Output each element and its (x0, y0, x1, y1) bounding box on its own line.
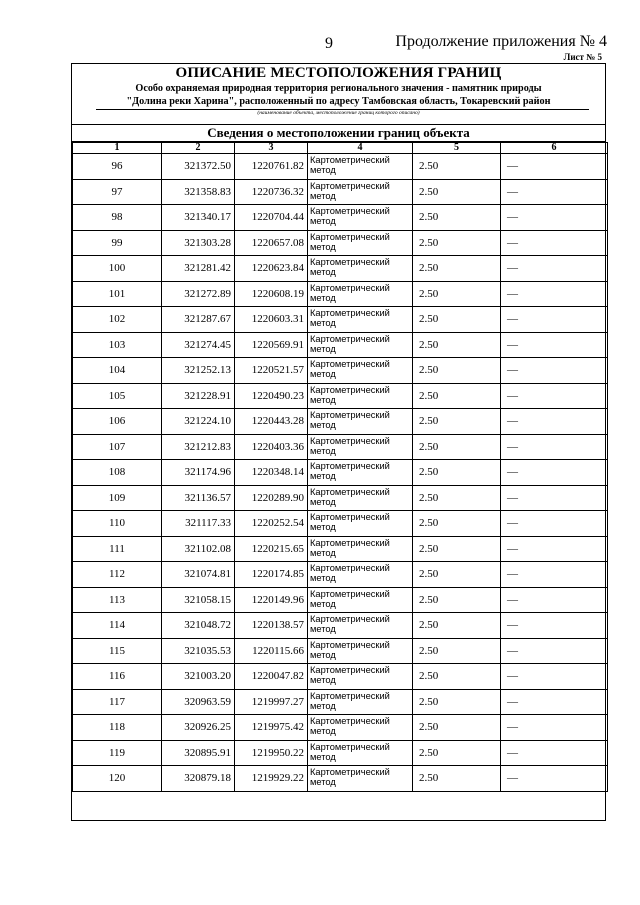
table-row (73, 383, 608, 409)
appendix-label: Продолжение приложения № 4 (395, 33, 607, 50)
description-cell: — (501, 562, 608, 588)
coord-y-cell: 1219997.27 (235, 689, 308, 715)
description-cell: — (501, 485, 608, 511)
description-cell: — (501, 256, 608, 282)
precision-cell: 2.50 (413, 715, 501, 741)
method-cell: Картометрический метод (308, 511, 413, 537)
coord-y-cell: 1220403.36 (235, 434, 308, 460)
coord-x-cell: 321274.45 (162, 332, 235, 358)
column-header: 1 (73, 143, 162, 154)
coord-x-cell: 321303.28 (162, 230, 235, 256)
method-cell: Картометрический метод (308, 230, 413, 256)
table-row (73, 613, 608, 639)
coord-y-cell: 1220623.84 (235, 256, 308, 282)
coord-y-cell: 1220174.85 (235, 562, 308, 588)
table-row (73, 715, 608, 741)
description-cell: — (501, 587, 608, 613)
coord-y-cell: 1220138.57 (235, 613, 308, 639)
description-cell: — (501, 664, 608, 690)
method-cell: Картометрический метод (308, 740, 413, 766)
coord-x-cell: 321058.15 (162, 587, 235, 613)
precision-cell: 2.50 (413, 281, 501, 307)
point-number-cell: 104 (73, 358, 162, 384)
method-cell: Картометрический метод (308, 332, 413, 358)
point-number-cell: 109 (73, 485, 162, 511)
coord-x-cell: 320963.59 (162, 689, 235, 715)
table-row (73, 511, 608, 537)
description-cell: — (501, 154, 608, 180)
coord-x-cell: 320926.25 (162, 715, 235, 741)
point-number-cell: 120 (73, 766, 162, 792)
method-cell: Картометрический метод (308, 179, 413, 205)
point-number-cell: 115 (73, 638, 162, 664)
method-cell: Картометрический метод (308, 256, 413, 282)
description-cell: — (501, 358, 608, 384)
method-cell: Картометрический метод (308, 307, 413, 333)
description-cell: — (501, 511, 608, 537)
description-cell: — (501, 766, 608, 792)
precision-cell: 2.50 (413, 460, 501, 486)
description-cell: — (501, 383, 608, 409)
description-cell: — (501, 536, 608, 562)
table-row (73, 740, 608, 766)
precision-cell: 2.50 (413, 536, 501, 562)
point-number-cell: 99 (73, 230, 162, 256)
method-cell: Картометрический метод (308, 587, 413, 613)
method-cell: Картометрический метод (308, 358, 413, 384)
coord-x-cell: 321035.53 (162, 638, 235, 664)
method-cell: Картометрический метод (308, 409, 413, 435)
point-number-cell: 108 (73, 460, 162, 486)
coord-y-cell: 1220657.08 (235, 230, 308, 256)
precision-cell: 2.50 (413, 434, 501, 460)
precision-cell: 2.50 (413, 638, 501, 664)
table-row (73, 460, 608, 486)
object-subtitle-line1: Особо охраняемая природная территория регионального значения - памятник природы (135, 83, 542, 94)
coord-y-cell: 1220569.91 (235, 332, 308, 358)
page-number: 9 (325, 35, 333, 52)
precision-cell: 2.50 (413, 613, 501, 639)
table-row (73, 256, 608, 282)
coord-y-cell: 1220149.96 (235, 587, 308, 613)
precision-cell: 2.50 (413, 358, 501, 384)
document-title: ОПИСАНИЕ МЕСТОПОЛОЖЕНИЯ ГРАНИЦ (175, 65, 502, 81)
table-row (73, 689, 608, 715)
table-row (73, 179, 608, 205)
point-number-cell: 103 (73, 332, 162, 358)
method-cell: Картометрический метод (308, 664, 413, 690)
table-row (73, 230, 608, 256)
precision-cell: 2.50 (413, 485, 501, 511)
table-row (73, 766, 608, 792)
coord-x-cell: 321224.10 (162, 409, 235, 435)
precision-cell: 2.50 (413, 256, 501, 282)
point-number-cell: 101 (73, 281, 162, 307)
precision-cell: 2.50 (413, 332, 501, 358)
coord-x-cell: 321372.50 (162, 154, 235, 180)
table-row (73, 562, 608, 588)
coord-y-cell: 1220348.14 (235, 460, 308, 486)
coord-x-cell: 320879.18 (162, 766, 235, 792)
column-header: 4 (308, 143, 413, 154)
method-cell: Картометрический метод (308, 715, 413, 741)
column-header: 3 (235, 143, 308, 154)
table-row (73, 205, 608, 231)
coord-y-cell: 1220521.57 (235, 358, 308, 384)
precision-cell: 2.50 (413, 740, 501, 766)
method-cell: Картометрический метод (308, 485, 413, 511)
coord-y-cell: 1220252.54 (235, 511, 308, 537)
coord-y-cell: 1220761.82 (235, 154, 308, 180)
coord-y-cell: 1220490.23 (235, 383, 308, 409)
coord-x-cell: 321281.42 (162, 256, 235, 282)
precision-cell: 2.50 (413, 587, 501, 613)
precision-cell: 2.50 (413, 689, 501, 715)
table-row (73, 664, 608, 690)
table-row (73, 434, 608, 460)
table-row (73, 638, 608, 664)
coord-y-cell: 1219929.22 (235, 766, 308, 792)
coordinates-table (72, 142, 608, 792)
table-row (73, 332, 608, 358)
precision-cell: 2.50 (413, 766, 501, 792)
description-cell: — (501, 740, 608, 766)
sheet-label: Лист № 5 (563, 52, 602, 62)
precision-cell: 2.50 (413, 383, 501, 409)
precision-cell: 2.50 (413, 664, 501, 690)
coord-x-cell: 320895.91 (162, 740, 235, 766)
precision-cell: 2.50 (413, 562, 501, 588)
precision-cell: 2.50 (413, 179, 501, 205)
coord-y-cell: 1219950.22 (235, 740, 308, 766)
table-row (73, 409, 608, 435)
point-number-cell: 118 (73, 715, 162, 741)
description-cell: — (501, 307, 608, 333)
description-cell: — (501, 281, 608, 307)
section-title: Сведения о местоположении границ объекта (72, 124, 605, 142)
precision-cell: 2.50 (413, 409, 501, 435)
coord-y-cell: 1220608.19 (235, 281, 308, 307)
coord-y-cell: 1220115.66 (235, 638, 308, 664)
table-row (73, 307, 608, 333)
coord-x-cell: 321048.72 (162, 613, 235, 639)
coord-x-cell: 321074.81 (162, 562, 235, 588)
description-cell: — (501, 230, 608, 256)
column-header: 2 (162, 143, 235, 154)
point-number-cell: 96 (73, 154, 162, 180)
method-cell: Картометрический метод (308, 613, 413, 639)
table-row (73, 587, 608, 613)
column-header: 5 (413, 143, 501, 154)
coord-y-cell: 1220289.90 (235, 485, 308, 511)
table-row (73, 536, 608, 562)
method-cell: Картометрический метод (308, 434, 413, 460)
coord-y-cell: 1220443.28 (235, 409, 308, 435)
point-number-cell: 98 (73, 205, 162, 231)
coord-y-cell: 1220704.44 (235, 205, 308, 231)
description-cell: — (501, 638, 608, 664)
method-cell: Картометрический метод (308, 154, 413, 180)
coord-y-cell: 1220047.82 (235, 664, 308, 690)
method-cell: Картометрический метод (308, 205, 413, 231)
coord-y-cell: 1220736.32 (235, 179, 308, 205)
description-cell: — (501, 434, 608, 460)
point-number-cell: 117 (73, 689, 162, 715)
point-number-cell: 105 (73, 383, 162, 409)
table-row (73, 485, 608, 511)
title-section (72, 64, 605, 124)
method-cell: Картометрический метод (308, 383, 413, 409)
coord-x-cell: 321358.83 (162, 179, 235, 205)
coord-x-cell: 321174.96 (162, 460, 235, 486)
table-header-row (73, 143, 608, 154)
point-number-cell: 114 (73, 613, 162, 639)
point-number-cell: 106 (73, 409, 162, 435)
table-row (73, 154, 608, 180)
precision-cell: 2.50 (413, 307, 501, 333)
point-number-cell: 116 (73, 664, 162, 690)
method-cell: Картометрический метод (308, 281, 413, 307)
description-cell: — (501, 205, 608, 231)
point-number-cell: 112 (73, 562, 162, 588)
document-frame (71, 63, 606, 821)
precision-cell: 2.50 (413, 230, 501, 256)
point-number-cell: 100 (73, 256, 162, 282)
point-number-cell: 113 (73, 587, 162, 613)
method-cell: Картометрический метод (308, 562, 413, 588)
coord-y-cell: 1220215.65 (235, 536, 308, 562)
coord-x-cell: 321136.57 (162, 485, 235, 511)
coord-x-cell: 321272.89 (162, 281, 235, 307)
coord-x-cell: 321212.83 (162, 434, 235, 460)
coord-x-cell: 321340.17 (162, 205, 235, 231)
method-cell: Картометрический метод (308, 536, 413, 562)
coord-x-cell: 321117.33 (162, 511, 235, 537)
point-number-cell: 97 (73, 179, 162, 205)
table-row (73, 281, 608, 307)
method-cell: Картометрический метод (308, 766, 413, 792)
method-cell: Картометрический метод (308, 638, 413, 664)
coord-x-cell: 321003.20 (162, 664, 235, 690)
precision-cell: 2.50 (413, 511, 501, 537)
point-number-cell: 110 (73, 511, 162, 537)
point-number-cell: 107 (73, 434, 162, 460)
method-cell: Картометрический метод (308, 689, 413, 715)
description-cell: — (501, 409, 608, 435)
point-number-cell: 102 (73, 307, 162, 333)
precision-cell: 2.50 (413, 154, 501, 180)
coord-x-cell: 321102.08 (162, 536, 235, 562)
description-cell: — (501, 332, 608, 358)
precision-cell: 2.50 (413, 205, 501, 231)
description-cell: — (501, 715, 608, 741)
description-cell: — (501, 613, 608, 639)
coord-y-cell: 1219975.42 (235, 715, 308, 741)
method-cell: Картометрический метод (308, 460, 413, 486)
column-header: 6 (501, 143, 608, 154)
object-subtitle-line2: "Долина реки Харина", расположенный по адресу Тамбовская область, Токаревский район (126, 96, 551, 107)
coord-x-cell: 321228.91 (162, 383, 235, 409)
description-cell: — (501, 179, 608, 205)
description-cell: — (501, 460, 608, 486)
table-row (73, 358, 608, 384)
coord-y-cell: 1220603.31 (235, 307, 308, 333)
point-number-cell: 119 (73, 740, 162, 766)
point-number-cell: 111 (73, 536, 162, 562)
coord-x-cell: 321287.67 (162, 307, 235, 333)
description-cell: — (501, 689, 608, 715)
coord-x-cell: 321252.13 (162, 358, 235, 384)
subtitle-note: (наименование объекта, местоположение границ которого описано) (257, 110, 420, 116)
